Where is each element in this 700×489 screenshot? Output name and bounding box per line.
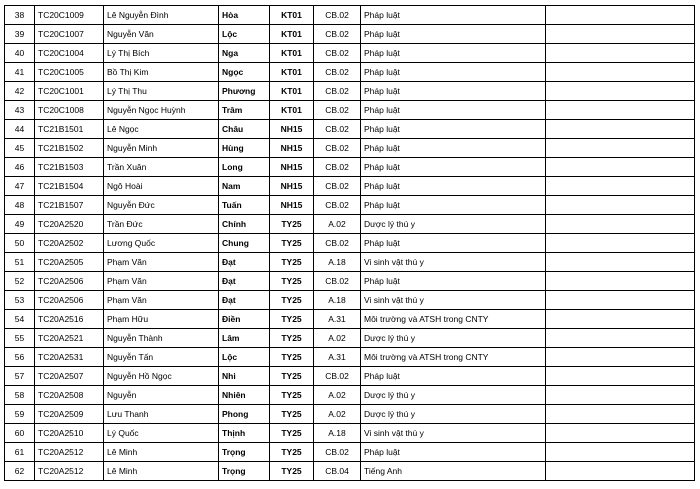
student-code: TC20C1005 (35, 63, 104, 82)
note-cell (546, 215, 695, 234)
student-code: TC20A2512 (35, 462, 104, 481)
row-number: 61 (5, 443, 35, 462)
class-code: KT01 (270, 25, 314, 44)
student-first-name: Nhi (219, 367, 270, 386)
room-code: CB.02 (314, 367, 361, 386)
student-last-name: Lê Minh (104, 443, 219, 462)
class-code: TY25 (270, 424, 314, 443)
note-cell (546, 139, 695, 158)
subject-name: Pháp luật (361, 82, 546, 101)
student-code: TC20A2507 (35, 367, 104, 386)
note-cell (546, 367, 695, 386)
room-code: A.18 (314, 253, 361, 272)
note-cell (546, 386, 695, 405)
note-cell (546, 177, 695, 196)
table-row (5, 234, 695, 253)
subject-name: Pháp luật (361, 177, 546, 196)
table-row (5, 367, 695, 386)
class-code: TY25 (270, 310, 314, 329)
student-code: TC21B1503 (35, 158, 104, 177)
note-cell (546, 253, 695, 272)
class-code: KT01 (270, 44, 314, 63)
subject-name: Pháp luật (361, 443, 546, 462)
student-first-name: Lộc (219, 25, 270, 44)
subject-name: Pháp luật (361, 6, 546, 25)
table-row (5, 63, 695, 82)
row-number: 38 (5, 6, 35, 25)
note-cell (546, 272, 695, 291)
subject-name: Pháp luật (361, 139, 546, 158)
table-row (5, 196, 695, 215)
subject-name: Dược lý thú y (361, 329, 546, 348)
class-code: TY25 (270, 386, 314, 405)
student-first-name: Hùng (219, 139, 270, 158)
table-row (5, 6, 695, 25)
row-number: 51 (5, 253, 35, 272)
student-first-name: Ngọc (219, 63, 270, 82)
student-roster-table (4, 5, 695, 481)
table-row (5, 25, 695, 44)
table-row (5, 44, 695, 63)
row-number: 57 (5, 367, 35, 386)
subject-name: Pháp luật (361, 367, 546, 386)
room-code: CB.02 (314, 234, 361, 253)
subject-name: Pháp luật (361, 196, 546, 215)
student-first-name: Đạt (219, 253, 270, 272)
class-code: KT01 (270, 63, 314, 82)
subject-name: Môi trường và ATSH trong CNTY (361, 310, 546, 329)
subject-name: Pháp luật (361, 272, 546, 291)
student-last-name: Lê Ngọc (104, 120, 219, 139)
subject-name: Pháp luật (361, 158, 546, 177)
class-code: KT01 (270, 6, 314, 25)
student-first-name: Trâm (219, 101, 270, 120)
row-number: 46 (5, 158, 35, 177)
subject-name: Tiếng Anh (361, 462, 546, 481)
student-last-name: Phạm Văn (104, 253, 219, 272)
subject-name: Vi sinh vật thú y (361, 424, 546, 443)
table-row (5, 443, 695, 462)
class-code: TY25 (270, 253, 314, 272)
subject-name: Dược lý thú y (361, 405, 546, 424)
student-code: TC20A2506 (35, 272, 104, 291)
room-code: CB.02 (314, 120, 361, 139)
class-code: TY25 (270, 405, 314, 424)
student-last-name: Trần Đức (104, 215, 219, 234)
row-number: 43 (5, 101, 35, 120)
student-code: TC20A2508 (35, 386, 104, 405)
table-row (5, 82, 695, 101)
note-cell (546, 462, 695, 481)
student-code: TC21B1501 (35, 120, 104, 139)
class-code: TY25 (270, 443, 314, 462)
student-last-name: Lý Quốc (104, 424, 219, 443)
table-row (5, 215, 695, 234)
student-last-name: Bồ Thị Kim (104, 63, 219, 82)
table-row (5, 462, 695, 481)
student-first-name: Nga (219, 44, 270, 63)
room-code: A.18 (314, 291, 361, 310)
student-first-name: Thịnh (219, 424, 270, 443)
student-last-name: Trần Xuân (104, 158, 219, 177)
row-number: 39 (5, 25, 35, 44)
student-last-name: Nguyễn Minh (104, 139, 219, 158)
class-code: TY25 (270, 234, 314, 253)
note-cell (546, 329, 695, 348)
student-first-name: Trọng (219, 462, 270, 481)
class-code: TY25 (270, 329, 314, 348)
student-last-name: Lý Thị Bích (104, 44, 219, 63)
class-code: NH15 (270, 177, 314, 196)
room-code: A.02 (314, 405, 361, 424)
room-code: CB.02 (314, 25, 361, 44)
student-last-name: Nguyễn Hồ Ngọc (104, 367, 219, 386)
student-last-name: Lưu Thanh (104, 405, 219, 424)
table-row (5, 177, 695, 196)
subject-name: Vi sinh vật thú y (361, 291, 546, 310)
row-number: 41 (5, 63, 35, 82)
subject-name: Vi sinh vật thú y (361, 253, 546, 272)
student-first-name: Phong (219, 405, 270, 424)
note-cell (546, 158, 695, 177)
class-code: TY25 (270, 348, 314, 367)
student-last-name: Lương Quốc (104, 234, 219, 253)
subject-name: Pháp luật (361, 234, 546, 253)
table-row (5, 424, 695, 443)
student-last-name: Nguyễn Đức (104, 196, 219, 215)
student-first-name: Tuấn (219, 196, 270, 215)
student-code: TC20C1001 (35, 82, 104, 101)
student-first-name: Lộc (219, 348, 270, 367)
row-number: 50 (5, 234, 35, 253)
student-code: TC20A2510 (35, 424, 104, 443)
student-code: TC20C1007 (35, 25, 104, 44)
table-row (5, 329, 695, 348)
room-code: A.18 (314, 424, 361, 443)
student-last-name: Lê Nguyễn Đình (104, 6, 219, 25)
class-code: TY25 (270, 291, 314, 310)
note-cell (546, 25, 695, 44)
student-first-name: Đạt (219, 291, 270, 310)
student-code: TC20A2509 (35, 405, 104, 424)
row-number: 60 (5, 424, 35, 443)
student-first-name: Chính (219, 215, 270, 234)
student-first-name: Phương (219, 82, 270, 101)
student-code: TC20A2521 (35, 329, 104, 348)
row-number: 42 (5, 82, 35, 101)
row-number: 49 (5, 215, 35, 234)
student-last-name: Ngô Hoài (104, 177, 219, 196)
student-last-name: Nguyễn Văn (104, 25, 219, 44)
room-code: A.31 (314, 310, 361, 329)
room-code: CB.02 (314, 177, 361, 196)
note-cell (546, 405, 695, 424)
student-first-name: Điền (219, 310, 270, 329)
note-cell (546, 310, 695, 329)
student-code: TC20A2512 (35, 443, 104, 462)
row-number: 53 (5, 291, 35, 310)
note-cell (546, 348, 695, 367)
student-first-name: Hòa (219, 6, 270, 25)
class-code: TY25 (270, 215, 314, 234)
student-first-name: Lâm (219, 329, 270, 348)
class-code: KT01 (270, 101, 314, 120)
student-first-name: Nhiên (219, 386, 270, 405)
table-row (5, 348, 695, 367)
note-cell (546, 120, 695, 139)
student-first-name: Chung (219, 234, 270, 253)
room-code: CB.02 (314, 82, 361, 101)
note-cell (546, 6, 695, 25)
class-code: NH15 (270, 120, 314, 139)
student-code: TC20C1004 (35, 44, 104, 63)
student-code: TC20A2502 (35, 234, 104, 253)
student-code: TC20C1008 (35, 101, 104, 120)
student-code: TC20A2516 (35, 310, 104, 329)
room-code: CB.02 (314, 443, 361, 462)
class-code: KT01 (270, 82, 314, 101)
row-number: 55 (5, 329, 35, 348)
row-number: 52 (5, 272, 35, 291)
room-code: CB.02 (314, 139, 361, 158)
student-last-name: Nguyễn Ngọc Huỳnh (104, 101, 219, 120)
room-code: CB.04 (314, 462, 361, 481)
row-number: 62 (5, 462, 35, 481)
subject-name: Môi trường và ATSH trong CNTY (361, 348, 546, 367)
class-code: NH15 (270, 158, 314, 177)
student-code: TC21B1502 (35, 139, 104, 158)
class-code: TY25 (270, 367, 314, 386)
room-code: CB.02 (314, 63, 361, 82)
class-code: TY25 (270, 272, 314, 291)
room-code: A.02 (314, 215, 361, 234)
room-code: CB.02 (314, 272, 361, 291)
row-number: 48 (5, 196, 35, 215)
room-code: CB.02 (314, 44, 361, 63)
row-number: 40 (5, 44, 35, 63)
student-code: TC20A2506 (35, 291, 104, 310)
student-last-name: Nguyễn Thành (104, 329, 219, 348)
student-code: TC20A2531 (35, 348, 104, 367)
room-code: A.02 (314, 329, 361, 348)
row-number: 59 (5, 405, 35, 424)
row-number: 44 (5, 120, 35, 139)
class-code: NH15 (270, 196, 314, 215)
student-last-name: Nguyễn Tấn (104, 348, 219, 367)
table-row (5, 120, 695, 139)
note-cell (546, 63, 695, 82)
subject-name: Pháp luật (361, 63, 546, 82)
table-row (5, 310, 695, 329)
table-row (5, 253, 695, 272)
row-number: 58 (5, 386, 35, 405)
student-code: TC20A2520 (35, 215, 104, 234)
row-number: 54 (5, 310, 35, 329)
student-first-name: Châu (219, 120, 270, 139)
student-first-name: Trọng (219, 443, 270, 462)
subject-name: Pháp luật (361, 120, 546, 139)
row-number: 47 (5, 177, 35, 196)
table-row (5, 386, 695, 405)
student-code: TC20A2505 (35, 253, 104, 272)
note-cell (546, 44, 695, 63)
room-code: CB.02 (314, 158, 361, 177)
note-cell (546, 196, 695, 215)
table-row (5, 158, 695, 177)
student-last-name: Phạm Văn (104, 291, 219, 310)
roster-body (5, 6, 695, 481)
subject-name: Pháp luật (361, 44, 546, 63)
room-code: CB.02 (314, 6, 361, 25)
table-row (5, 291, 695, 310)
class-code: TY25 (270, 462, 314, 481)
table-row (5, 101, 695, 120)
room-code: A.31 (314, 348, 361, 367)
table-row (5, 405, 695, 424)
room-code: A.02 (314, 386, 361, 405)
student-first-name: Đạt (219, 272, 270, 291)
note-cell (546, 234, 695, 253)
class-code: NH15 (270, 139, 314, 158)
subject-name: Dược lý thú y (361, 215, 546, 234)
note-cell (546, 101, 695, 120)
student-code: TC20C1009 (35, 6, 104, 25)
student-last-name: Nguyễn (104, 386, 219, 405)
table-row (5, 139, 695, 158)
subject-name: Pháp luật (361, 25, 546, 44)
student-last-name: Lê Minh (104, 462, 219, 481)
row-number: 56 (5, 348, 35, 367)
subject-name: Pháp luật (361, 101, 546, 120)
student-last-name: Phạm Văn (104, 272, 219, 291)
note-cell (546, 291, 695, 310)
table-row (5, 272, 695, 291)
student-first-name: Long (219, 158, 270, 177)
note-cell (546, 443, 695, 462)
room-code: CB.02 (314, 101, 361, 120)
row-number: 45 (5, 139, 35, 158)
student-first-name: Nam (219, 177, 270, 196)
room-code: CB.02 (314, 196, 361, 215)
note-cell (546, 82, 695, 101)
note-cell (546, 424, 695, 443)
student-last-name: Phạm Hữu (104, 310, 219, 329)
student-last-name: Lý Thị Thu (104, 82, 219, 101)
subject-name: Dược lý thú y (361, 386, 546, 405)
student-code: TC21B1507 (35, 196, 104, 215)
student-code: TC21B1504 (35, 177, 104, 196)
